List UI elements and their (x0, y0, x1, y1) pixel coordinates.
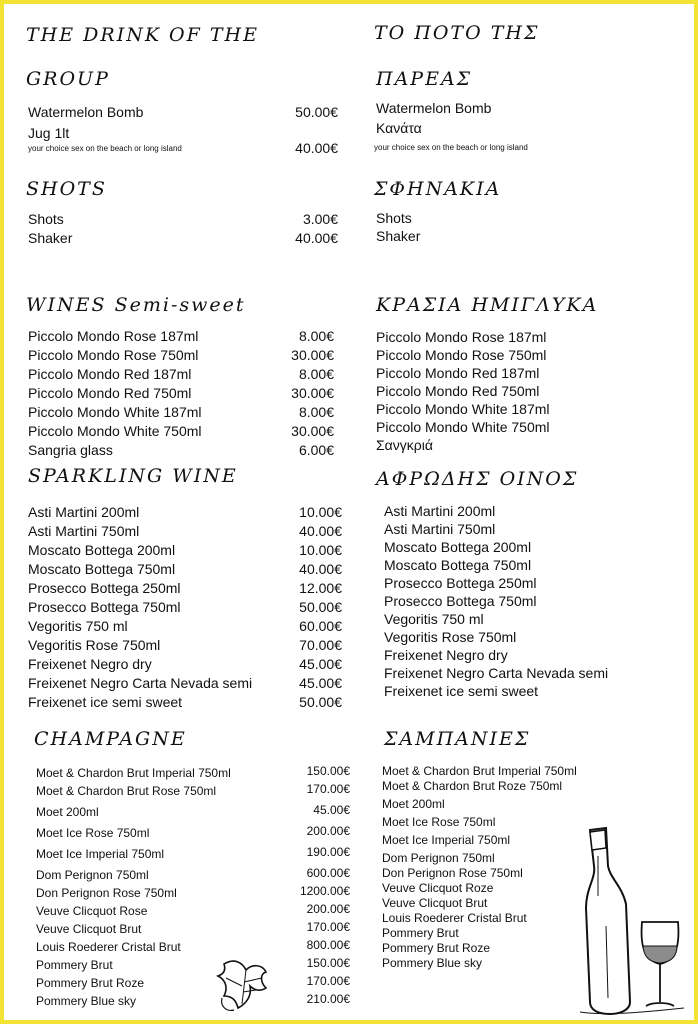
list-item (28, 210, 338, 229)
menu-item-price: 10.00€ (299, 504, 342, 520)
champagne-title: CHAMPAGNE (34, 728, 187, 750)
menu-item-name: Jug 1lt (28, 125, 70, 141)
menu-item-price: 45.00€ (299, 656, 342, 672)
menu-note: your choice sex on the beach or long island (28, 144, 182, 153)
menu-item-name: Prosecco Bottega 750ml (28, 599, 181, 615)
list-item: Vegoritis Rose 750ml (384, 629, 517, 645)
menu-item-price: 170.00€ (306, 974, 350, 988)
menu-item-price: 12.00€ (299, 580, 342, 596)
list-item (28, 384, 334, 403)
list-item: Asti Martini 750ml (384, 521, 496, 537)
menu-item-price: 45.00€ (313, 803, 350, 817)
menu-item-price: 30.00€ (291, 385, 334, 401)
list-item (28, 560, 342, 579)
list-item (28, 693, 342, 712)
list-item (36, 824, 350, 842)
list-item (28, 541, 342, 560)
list-item: Piccolo Mondo Red 187ml (376, 365, 540, 381)
list-item (36, 938, 350, 956)
list-item (36, 764, 350, 782)
menu-item-name: Prosecco Bottega 250ml (28, 580, 181, 596)
menu-item-price: 190.00€ (306, 845, 350, 859)
menu-item-price: 150.00€ (306, 956, 350, 970)
menu-item-price: 6.00€ (298, 442, 334, 458)
list-item: Pommery Blue sky (382, 956, 483, 970)
list-item (36, 884, 350, 902)
menu-item-price: 800.00€ (306, 938, 350, 952)
menu-item-price: 200.00€ (306, 902, 350, 916)
menu-item-price: 8.00€ (298, 366, 334, 382)
menu-item-name: Vegoritis 750 ml (28, 618, 128, 634)
menu-item-name: Piccolo Mondo White 750ml (28, 423, 202, 439)
menu-item-name: Moet 200ml (36, 805, 99, 819)
menu-item-name: Shaker (28, 230, 73, 246)
menu-item-name: Freixenet Negro Carta Nevada semi (28, 675, 253, 691)
list-item: Prosecco Bottega 250ml (384, 575, 537, 591)
menu-item-name: Pommery Brut Roze (36, 976, 145, 990)
menu-item-name: Shots (28, 211, 64, 227)
list-item (36, 902, 350, 920)
shots-list-greek (376, 209, 420, 245)
menu-item-name: Moscato Bottega 200ml (28, 542, 176, 558)
list-item: Moscato Bottega 200ml (384, 539, 532, 555)
list-item: Watermelon Bomb (376, 100, 492, 116)
list-item (28, 579, 342, 598)
shots-list (28, 210, 338, 248)
list-item (36, 845, 350, 863)
sparkling-title: SPARKLING WINE (28, 465, 238, 487)
menu-item-price: 8.00€ (298, 404, 334, 420)
menu-item-name: Moet & Chardon Brut Rose 750ml (36, 784, 217, 798)
list-item (28, 229, 338, 248)
list-item: Moscato Bottega 750ml (384, 557, 532, 573)
list-item: Shaker (376, 228, 421, 244)
list-item: Moet Ice Imperial 750ml (382, 833, 511, 847)
list-item (28, 441, 334, 460)
menu-item-name: Piccolo Mondo White 187ml (28, 404, 202, 420)
wines-title: WINES Semi-sweet (26, 294, 246, 316)
menu-item-name: Moet Ice Rose 750ml (36, 826, 150, 840)
list-item: Prosecco Bottega 750ml (384, 593, 537, 609)
list-item (36, 782, 350, 800)
list-item: Piccolo Mondo White 750ml (376, 419, 550, 435)
list-item: Moet 200ml (382, 797, 445, 811)
champagne-title-greek: ΣΑΜΠΑΝΙΕΣ (384, 728, 531, 750)
menu-item-name: Pommery Brut (36, 958, 113, 972)
list-item (28, 598, 342, 617)
list-item: Σανγκριά (376, 437, 433, 453)
list-item (28, 327, 334, 346)
menu-item-price: 30.00€ (291, 347, 334, 363)
menu-item-name: Moet Ice Imperial 750ml (36, 847, 165, 861)
group-list-greek (376, 99, 491, 137)
list-item (28, 522, 342, 541)
sparkling-list-greek (384, 502, 608, 700)
list-item: Piccolo Mondo Rose 187ml (376, 329, 547, 345)
menu-item-price: 40.00€ (299, 561, 342, 577)
menu-item-name: Dom Perignon 750ml (36, 868, 149, 882)
list-item (28, 346, 334, 365)
list-item (28, 636, 342, 655)
sparkling-list (28, 503, 342, 712)
list-item: Κανάτα (376, 120, 422, 136)
menu-note-greek: your choice sex on the beach or long island (374, 143, 528, 152)
list-item (28, 674, 342, 693)
list-item: Pommery Brut Roze (382, 941, 491, 955)
menu-item-price: 3.00€ (302, 211, 338, 227)
list-item: Moet & Chardon Brut Roze 750ml (382, 779, 563, 793)
shots-title: SHOTS (26, 178, 107, 200)
menu-item-name: Asti Martini 750ml (28, 523, 140, 539)
list-item (28, 655, 342, 674)
menu-item-price: 600.00€ (306, 866, 350, 880)
menu-item-price: 40.00€ (295, 140, 338, 156)
menu-item-price: 60.00€ (299, 618, 342, 634)
list-item: Veuve Clicquot Brut (382, 896, 488, 910)
menu-item-name: Veuve Clicquot Rose (36, 904, 148, 918)
menu-item-name: Piccolo Mondo Red 750ml (28, 385, 192, 401)
list-item: Pommery Brut (382, 926, 459, 940)
list-item (36, 920, 350, 938)
group-title-line2-greek: ΠΑΡΕΑΣ (376, 68, 473, 90)
list-item (36, 974, 350, 992)
list-item (36, 866, 350, 884)
list-item (28, 403, 334, 422)
list-item (28, 422, 334, 441)
menu-item-price: 200.00€ (306, 824, 350, 838)
list-item (36, 956, 350, 974)
list-item (28, 365, 334, 384)
list-item: Piccolo Mondo White 187ml (376, 401, 550, 417)
menu-item-name: Piccolo Mondo Red 187ml (28, 366, 192, 382)
menu-item-name: Piccolo Mondo Rose 750ml (28, 347, 199, 363)
menu-item-name: Sangria glass (28, 442, 113, 458)
menu-item-price: 8.00€ (298, 328, 334, 344)
list-item: Shots (376, 210, 412, 226)
list-item: Piccolo Mondo Rose 750ml (376, 347, 547, 363)
list-item: Moet Ice Rose 750ml (382, 815, 496, 829)
menu-item-name: Louis Roederer Cristal Brut (36, 940, 181, 954)
menu-item-price: 50.00€ (299, 694, 342, 710)
list-item: Vegoritis 750 ml (384, 611, 484, 627)
group-title-line1-greek: ΤΟ ΠΟΤΟ ΤΗΣ (374, 22, 540, 44)
list-item: Freixenet Negro Carta Nevada semi (384, 665, 609, 681)
sparkling-title-greek: ΑΦΡΩΔΗΣ ΟΙΝΟΣ (376, 468, 579, 490)
list-item: Piccolo Mondo Red 750ml (376, 383, 540, 399)
menu-item-name: Asti Martini 200ml (28, 504, 140, 520)
menu-item-name: Moet & Chardon Brut Imperial 750ml (36, 766, 231, 780)
menu-item-price: 50.00€ (295, 104, 338, 120)
menu-item-price: 170.00€ (306, 920, 350, 934)
list-item (36, 992, 350, 1010)
wines-list (28, 327, 334, 460)
menu-item-price: 40.00€ (299, 523, 342, 539)
list-item: Moet & Chardon Brut Imperial 750ml (382, 764, 577, 778)
menu-item-name: Watermelon Bomb (28, 104, 144, 120)
list-item: Freixenet ice semi sweet (384, 683, 539, 699)
menu-item-price: 50.00€ (299, 599, 342, 615)
menu-item-name: Freixenet ice semi sweet (28, 694, 183, 710)
grape-leaf-illustration (216, 956, 272, 1016)
wine-bottle-and-glass-illustration (576, 826, 688, 1016)
menu-item-price: 30.00€ (291, 423, 334, 439)
menu-item-name: Vegoritis Rose 750ml (28, 637, 161, 653)
list-item: Freixenet Negro dry (384, 647, 508, 663)
menu-item-price: 70.00€ (299, 637, 342, 653)
menu-item-name: Piccolo Mondo Rose 187ml (28, 328, 199, 344)
list-item: Asti Martini 200ml (384, 503, 496, 519)
list-item: Veuve Clicquot Roze (382, 881, 494, 895)
menu-item-price: 40.00€ (295, 230, 338, 246)
wines-title-greek: ΚΡΑΣΙΑ ΗΜΙΓΛΥΚΑ (376, 294, 599, 316)
list-item (28, 617, 342, 636)
group-title-line2: GROUP (26, 68, 110, 90)
menu-item-name: Moscato Bottega 750ml (28, 561, 176, 577)
menu-item-price: 170.00€ (306, 782, 350, 796)
menu-item-name: Pommery Blue sky (36, 994, 137, 1008)
menu-item-name: Freixenet Negro dry (28, 656, 152, 672)
champagne-list (36, 764, 350, 1010)
list-item (28, 503, 342, 522)
list-item: Louis Roederer Cristal Brut (382, 911, 527, 925)
list-item: Don Perignon Rose 750ml (382, 866, 523, 880)
menu-item-name: Veuve Clicquot Brut (36, 922, 142, 936)
champagne-list-greek (382, 764, 577, 971)
menu-item-price: 1200.00€ (299, 884, 350, 898)
menu-item-price: 10.00€ (299, 542, 342, 558)
menu-item-price: 45.00€ (299, 675, 342, 691)
wines-list-greek (376, 328, 550, 454)
list-item (36, 803, 350, 821)
menu-item-name: Don Perignon Rose 750ml (36, 886, 177, 900)
menu-item-price: 210.00€ (306, 992, 350, 1006)
list-item: Dom Perignon 750ml (382, 851, 495, 865)
shots-title-greek: ΣΦΗΝΑΚΙΑ (374, 178, 502, 200)
menu-item-price: 150.00€ (306, 764, 350, 778)
group-title-line1: THE DRINK OF THE (26, 24, 259, 46)
